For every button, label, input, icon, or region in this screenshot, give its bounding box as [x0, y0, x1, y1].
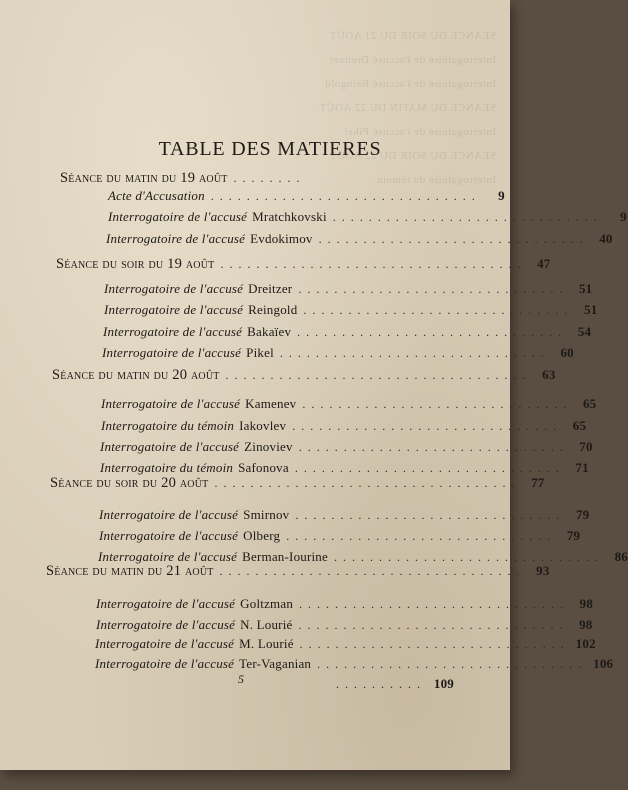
page-title: TABLE DES MATIERES — [158, 138, 382, 160]
toc-entry — [103, 324, 592, 344]
leader-dots: .............................. — [333, 550, 604, 564]
leader-dots: .................................. — [220, 257, 527, 271]
entry-page: 65 — [572, 418, 587, 433]
leader-dots: .............................. — [294, 461, 565, 475]
entry-prefix: Acte d'Accusation — [108, 188, 205, 203]
entry-name: N. Lourié — [240, 617, 293, 632]
entry-page: 60 — [560, 345, 574, 360]
toc-entry — [100, 439, 593, 459]
session-page: 77 — [531, 475, 545, 490]
entry-page: 9 — [620, 209, 627, 224]
entry-name: Mratchkovski — [252, 209, 327, 224]
entry-name: Bakaïev — [247, 324, 292, 339]
entry-prefix: Interrogatoire de l'accusé — [108, 209, 248, 224]
toc-entry — [106, 231, 613, 251]
toc-entry — [96, 596, 594, 616]
entry-prefix: Interrogatoire du témoin — [101, 418, 235, 433]
leader-dots: .............................. — [286, 529, 557, 543]
entry-page: 70 — [579, 439, 593, 454]
entry-name: Berman-Iourine — [242, 549, 328, 564]
leader-dots: .............................. — [298, 282, 569, 296]
toc-entry — [95, 656, 614, 676]
leader-dots: .................................. — [214, 476, 521, 490]
entry-prefix: Interrogatoire de l'accusé — [95, 656, 235, 671]
leader-dots: .............................. — [297, 325, 568, 339]
leader-dots: .............................. — [299, 637, 570, 651]
entry-name: Ter-Vaganian — [239, 656, 312, 671]
session-heading — [52, 367, 556, 387]
entry-page: 102 — [575, 636, 596, 651]
show-through-text: SÉANCE DU SOIR DU 21 AOÛT Interrogatoire de l'accusé Dreitzer Interrogatoire de l'accusé Reingold SÉANCE DU MATIN DU 22 AOÛT Interrogatoire de l'accusé Pikel SÉANCE DU SOIR DU 22 AOÛT Interrogatoire du témoin — [318, 30, 496, 186]
leader-dots: .............................. — [302, 397, 573, 411]
entry-name: Pikel — [246, 345, 274, 360]
entry-name: Dreitzer — [248, 281, 293, 296]
entry-prefix: Interrogatoire de l'accusé — [95, 636, 235, 651]
entry-name: Smirnov — [243, 507, 290, 522]
session-heading — [50, 475, 545, 495]
session-heading — [56, 256, 551, 276]
entry-page: 51 — [584, 302, 598, 317]
session-page: 47 — [537, 256, 551, 271]
entry-page: 65 — [582, 396, 597, 411]
session-heading — [60, 170, 306, 190]
leader-dots: .............................. — [295, 508, 566, 522]
toc-entry — [104, 281, 593, 301]
entry-prefix: Interrogatoire de l'accusé — [98, 549, 238, 564]
session-page: 93 — [536, 563, 550, 578]
entry-page: 79 — [566, 528, 581, 543]
entry-page: 51 — [578, 281, 593, 296]
entry-page: 98 — [579, 596, 594, 611]
leader-dots: .................................. — [219, 564, 526, 578]
entry-name: M. Lourié — [239, 636, 294, 651]
entry-prefix: Interrogatoire de l'accusé — [104, 281, 244, 296]
entry-name: Zinoviev — [244, 439, 293, 454]
session-title: Séance du matin du 20 août — [52, 367, 220, 383]
entry-page: 106 — [593, 656, 614, 671]
session-heading — [46, 563, 550, 583]
toc-entry — [99, 507, 590, 527]
leader-dots: .................................. — [225, 368, 532, 382]
leader-dots: .............................. — [292, 419, 563, 433]
session-title: Séance du matin du 19 août — [60, 170, 228, 186]
toc-entry — [101, 396, 597, 416]
toc-entry — [108, 188, 505, 208]
toc-entry — [96, 617, 593, 637]
folio-number: 5 — [238, 672, 244, 686]
entry-page: 71 — [575, 460, 589, 475]
entry-prefix: Interrogatoire de l'accusé — [96, 596, 236, 611]
entry-name: Reingold — [248, 302, 298, 317]
entry-page: 9 — [498, 188, 505, 203]
entry-prefix: Interrogatoire de l'accusé — [96, 617, 236, 632]
entry-name: Kamenev — [245, 396, 297, 411]
entry-name: Evdokimov — [250, 231, 313, 246]
trailing-entry — [330, 676, 454, 696]
entry-prefix: Interrogatoire de l'accusé — [104, 302, 244, 317]
entry-page: 54 — [577, 324, 592, 339]
toc-entry — [108, 209, 627, 229]
session-title: Séance du matin du 21 août — [46, 563, 214, 579]
leader-dots: .............................. — [298, 440, 569, 454]
entry-prefix: Interrogatoire de l'accusé — [99, 528, 239, 543]
leader-dots: .............................. — [318, 232, 589, 246]
leader-dots: .............................. — [279, 346, 550, 360]
entry-name: Iakovlev — [239, 418, 287, 433]
entry-name: Olberg — [243, 528, 281, 543]
trailing-page: 109 — [433, 676, 454, 691]
entry-page: 98 — [579, 617, 593, 632]
toc-entry — [101, 418, 587, 438]
session-title: Séance du soir du 20 août — [50, 475, 209, 491]
toc-entry — [99, 528, 581, 548]
toc-entry — [95, 636, 596, 656]
leader-dots: .............................. — [299, 597, 570, 611]
leader-dots: .............................. — [303, 303, 574, 317]
entry-prefix: Interrogatoire de l'accusé — [102, 345, 242, 360]
entry-prefix: Interrogatoire du témoin — [100, 460, 234, 475]
entry-prefix: Interrogatoire de l'accusé — [101, 396, 241, 411]
entry-page: 40 — [599, 231, 613, 246]
leader-dots: .............................. — [298, 618, 569, 632]
toc-entry — [104, 302, 598, 322]
leader-dots: .............................. — [210, 189, 481, 203]
leader-dots: .............................. — [332, 210, 603, 224]
leader-dots: ........ — [233, 171, 306, 185]
session-page: 63 — [542, 367, 556, 382]
entry-name: Safonova — [238, 460, 289, 475]
session-title: Séance du soir du 19 août — [56, 256, 215, 272]
entry-prefix: Interrogatoire de l'accusé — [100, 439, 240, 454]
entry-page: 79 — [575, 507, 590, 522]
leader-dots: .......... — [336, 677, 426, 691]
entry-prefix: Interrogatoire de l'accusé — [106, 231, 246, 246]
entry-prefix: Interrogatoire de l'accusé — [103, 324, 243, 339]
toc-entry — [102, 345, 574, 365]
leader-dots: .............................. — [317, 657, 588, 671]
entry-page: 86 — [614, 549, 628, 564]
entry-name: Goltzman — [240, 596, 294, 611]
entry-prefix: Interrogatoire de l'accusé — [99, 507, 239, 522]
